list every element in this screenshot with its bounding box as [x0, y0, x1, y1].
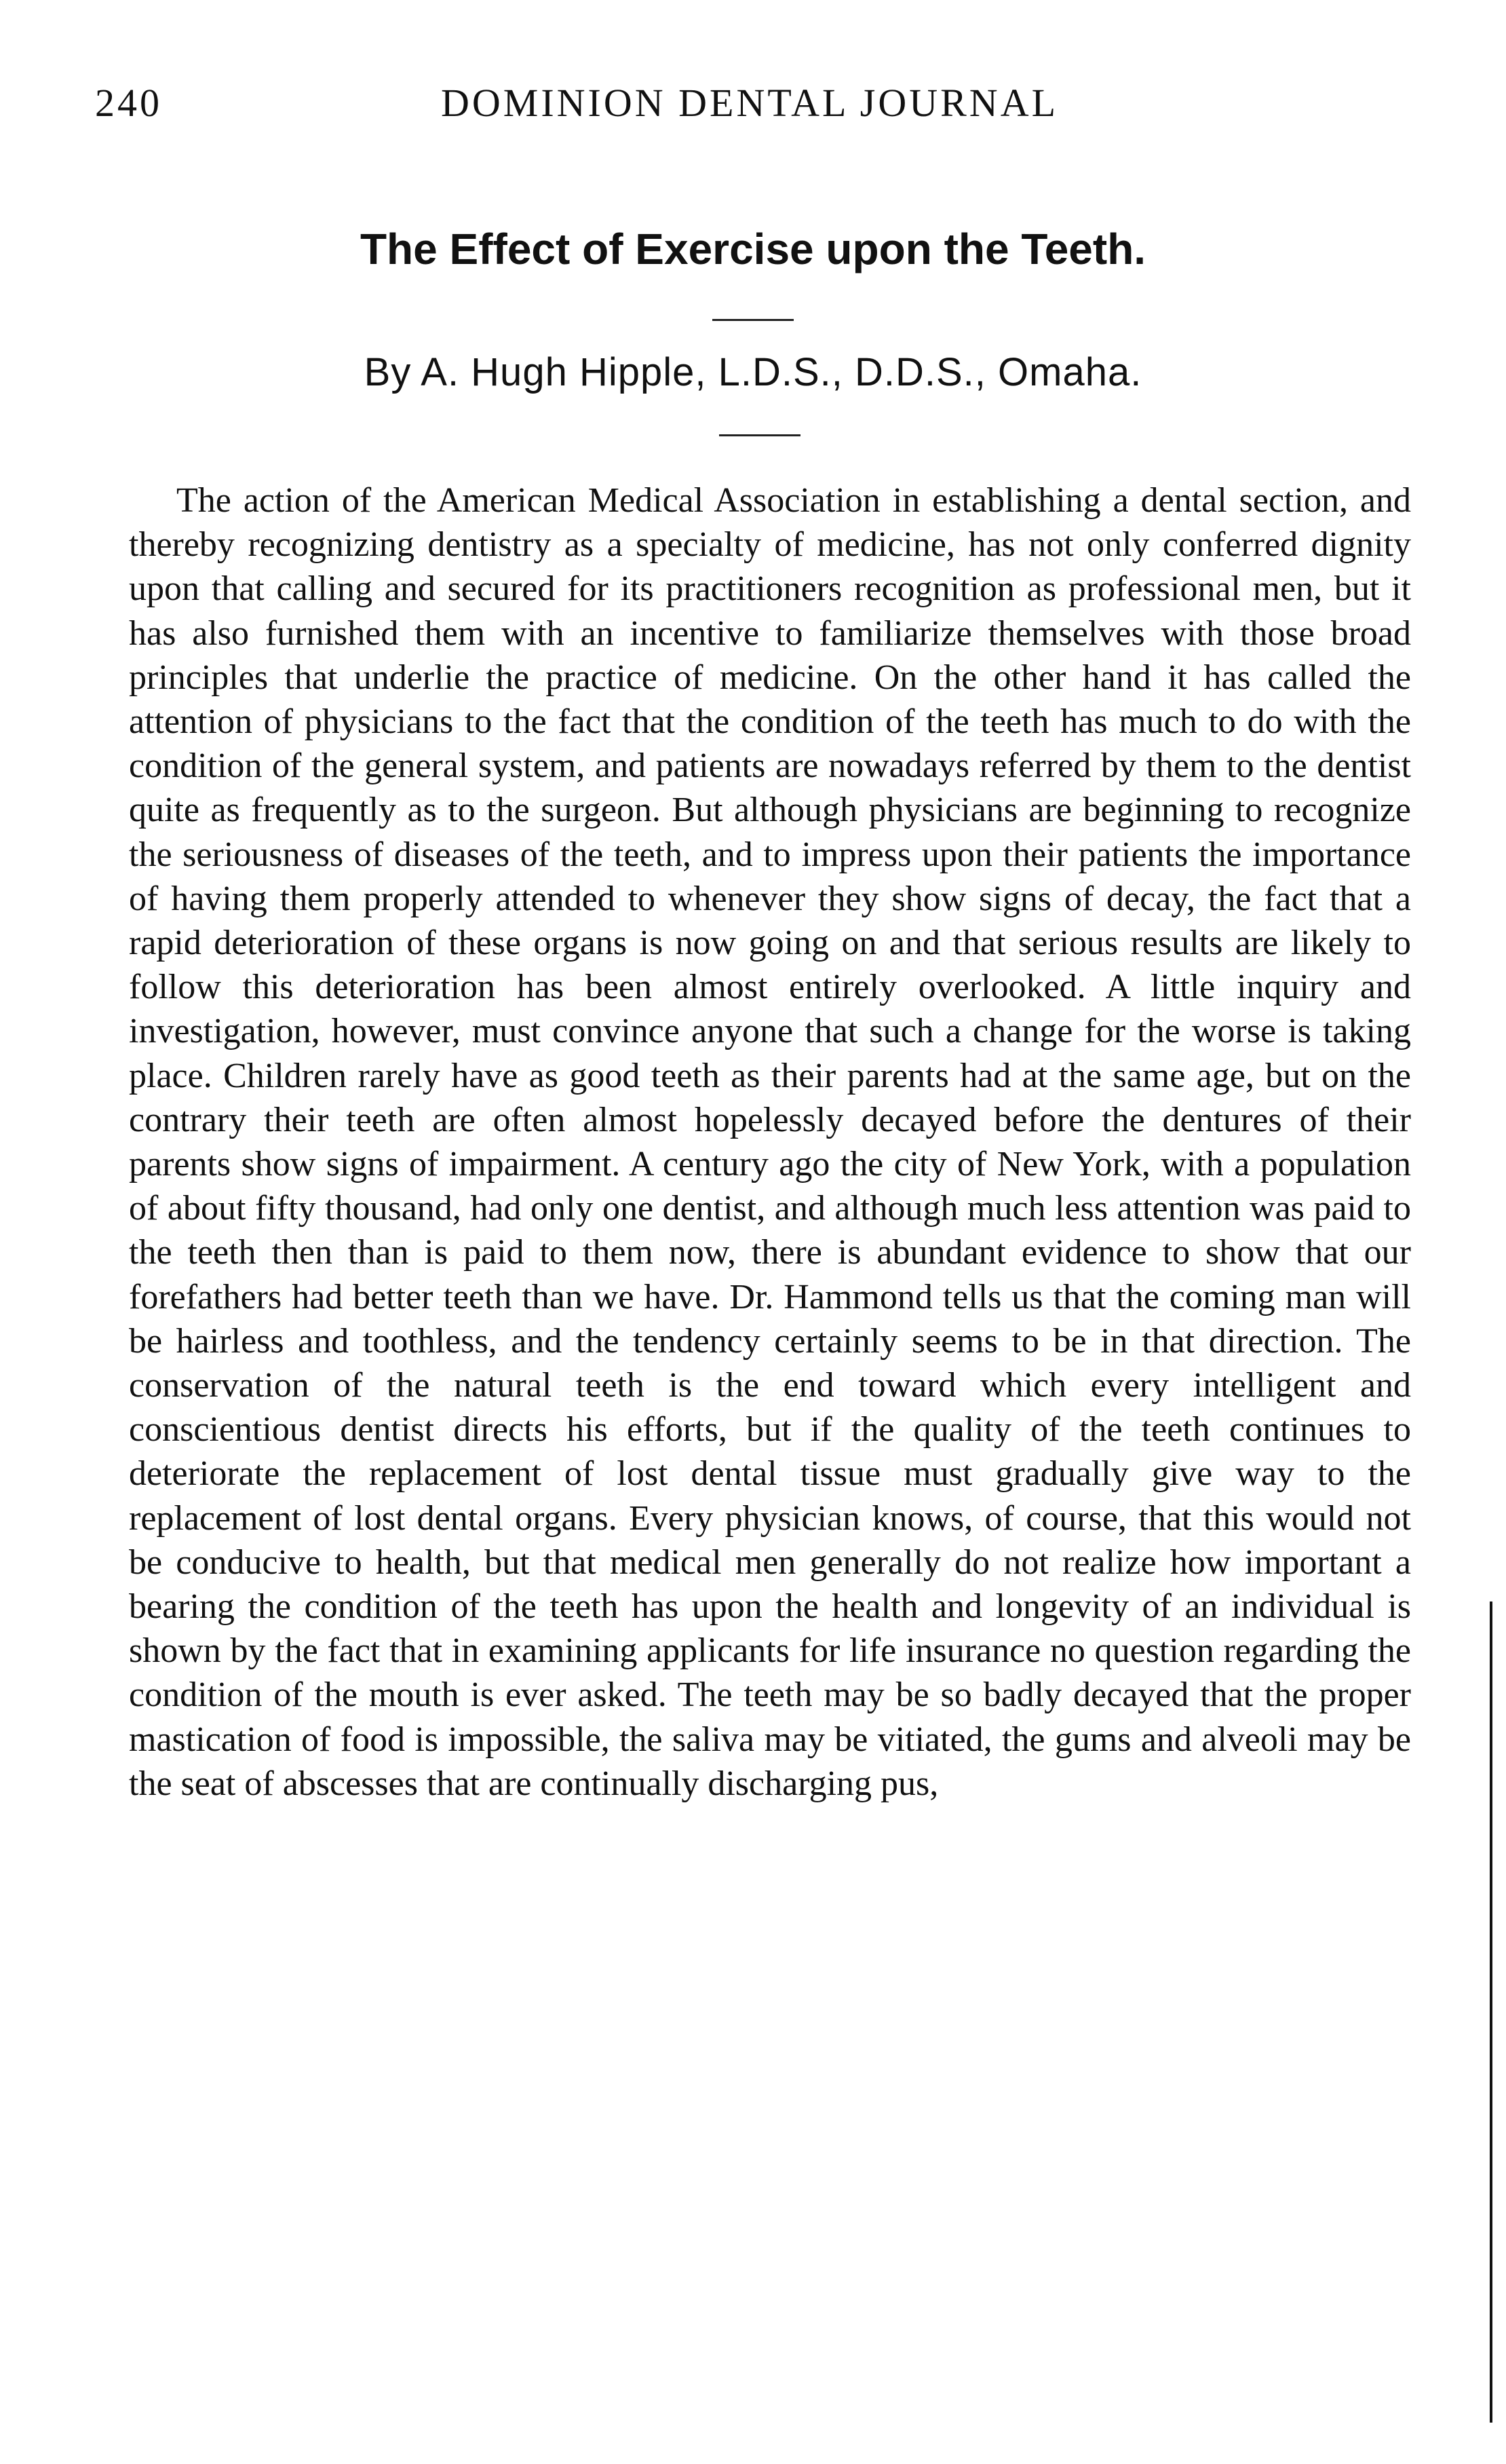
margin-scan-line [1490, 1601, 1492, 2423]
title-divider [712, 319, 794, 321]
article-title: The Effect of Exercise upon the Teeth. [360, 225, 1146, 273]
running-head [95, 80, 1411, 141]
article-body: The action of the American Medical Association in establishing a dental section, and thereby recognizing dentistry as a specialty of medicine, has not only conferred dignity upon that calling and secured for its practitioners recognition as professional men, but it has also furnished them with an incentive to familiarize themselves with those broad principles that underlie the practice of medicine. On the other hand it has called the attention of physicians to the fact that the condition of the teeth has much to do with the condition of the general system, and patients are nowadays referred by them to the dentist quite as frequently as to the surgeon. But although physicians are beginning to recognize the seriousness of diseases of the teeth, and to impress upon their patients the importance of having them properly attended to whenever they show signs of decay, the fact that a rapid deterioration of these organs is now going on and that serious results are likely to follow this deterioration has been almost entirely overlooked. A little inquiry and investigation, however, must convince anyone that such a change for the worse is taking place. Children rarely have as good teeth as their parents had at the same age, but on the contrary their teeth are often almost hopelessly decayed before the dentures of their parents show signs of impairment. A century ago the city of New York, with a population of about fifty thousand, had only one dentist, and although much less attention was paid to the teeth then than is paid to them now, there is abundant evidence to show that our forefathers had better teeth than we have. Dr. Hammond tells us that the coming man will be hairless and toothless, and the tendency certainly seems to be in that direction. The conservation of the natural teeth is the end toward which every intelligent and conscientious dentist directs his efforts, but if the quality of the teeth continues to deteriorate the replacement of lost dental tissue must gradually give way to the replacement of lost dental organs. Every physician knows, of course, that this would not be conducive to health, but that medical men generally do not realize how important a bearing the condition of the teeth has upon the health and longevity of an individual is shown by the fact that in examining applicants for life insurance no question regarding the condition of the mouth is ever asked. The teeth may be so badly decayed that the proper mastication of food is impossible, the saliva may be vitiated, the gums and alveoli may be the seat of abscesses that are continually discharging pus, [129, 481, 1411, 1803]
page-number: 240 [95, 81, 162, 125]
byline-divider [719, 434, 800, 436]
journal-title: DOMINION DENTAL JOURNAL [441, 81, 1059, 125]
author-byline: By A. Hugh Hipple, L.D.S., D.D.S., Omaha. [364, 350, 1142, 394]
